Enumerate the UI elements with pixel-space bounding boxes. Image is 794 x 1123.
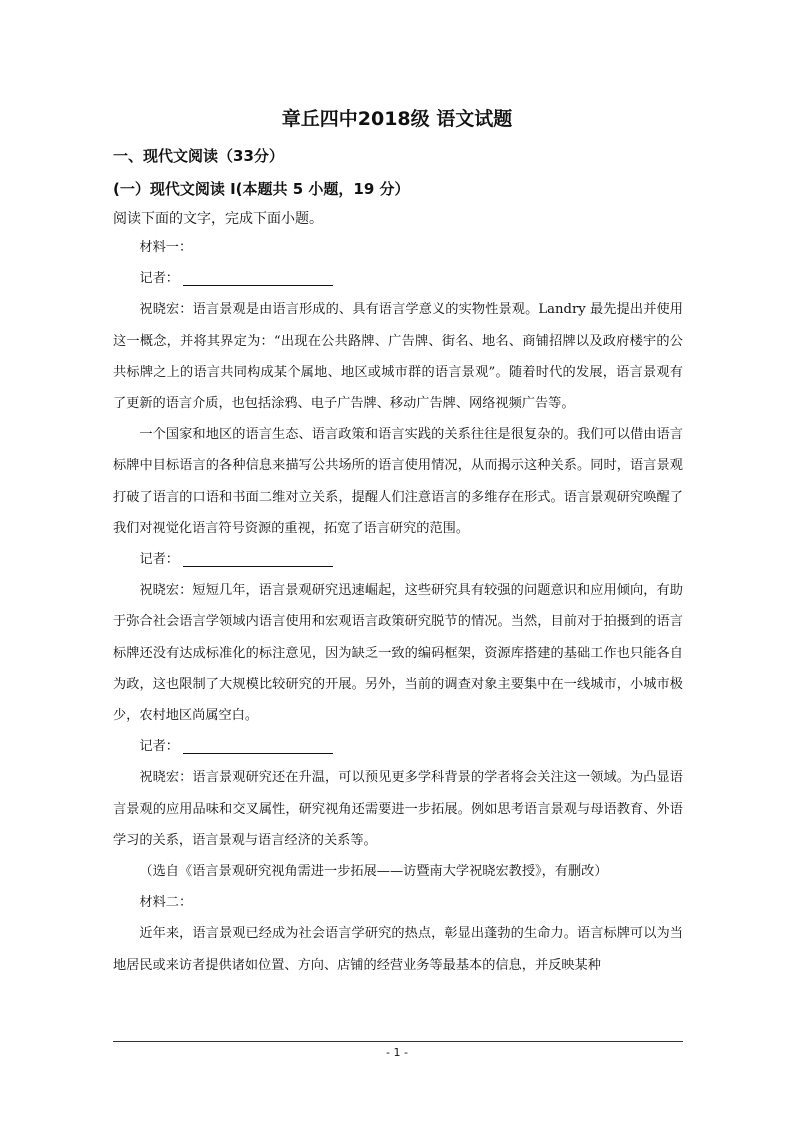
instruction-text: 阅读下面的文字，完成下面小题。 — [113, 211, 323, 227]
page-title: 章丘四中2018级 语文试题 — [281, 108, 513, 130]
answer-blank[interactable] — [183, 737, 333, 754]
footer-divider — [113, 1041, 683, 1042]
section-heading: 一、现代文阅读（33分） — [113, 147, 284, 165]
material-two-label: 材料二： — [139, 895, 193, 911]
source-citation: （选自《语言景观研究视角需进一步拓展——访暨南大学祝晓宏教授》，有删改） — [139, 864, 608, 880]
reporter-label: 记者： — [139, 552, 179, 568]
page-number: - 1 - — [386, 1046, 408, 1059]
reporter-line — [113, 731, 683, 762]
answer-blank[interactable] — [183, 550, 333, 567]
paragraph: 祝晓宏：语言景观研究还在升温，可以预见更多学科背景的学者将会关注这一领域。为凸显语言景观的应用品味和交叉属性，研究视角还需要进一步拓展。例如思考语言景观与母语教育、外语学习的关系，语言景观与语言经济的关系等。 — [113, 770, 683, 848]
paragraph: 一个国家和地区的语言生态、语言政策和语言实践的关系往往是很复杂的。我们可以借由语言标牌中目标语言的各种信息来描写公共场所的语言使用情况，从而揭示这种关系。同时，语言景观打破了语言的口语和书面二维对立关系，提醒人们注意语言的多维存在形式。语言景观研究唤醒了我们对视觉化语言符号资源的重视，拓宽了语言研究的范围。 — [113, 427, 683, 536]
reporter-line — [113, 544, 683, 575]
reporter-line — [113, 263, 683, 294]
paragraph: 近年来，语言景观已经成为社会语言学研究的热点，彰显出蓬勃的生命力。语言标牌可以为当地居民或来访者提供诸如位置、方向、店铺的经营业务等最基本的信息，并反映某种 — [113, 926, 683, 973]
paragraph: 祝晓宏：语言景观是由语言形成的、具有语言学意义的实物性景观。Landry 最先提出并使用这一概念，并将其界定为：“出现在公共路牌、广告牌、街名、地名、商铺招牌以及政府楼宇的公共标牌之上的语言共同构成某个属地、地区或城市群的语言景观”。随着时代的发展，语言景观有了更新的语言介质，也包括涂鸦、电子广告牌、移动广告牌、网络视频广告等。 — [113, 302, 683, 412]
reading-passage — [113, 232, 683, 981]
paragraph: 祝晓宏：短短几年，语言景观研究迅速崛起，这些研究具有较强的问题意识和应用倾向，有助于弥合社会语言学领域内语言使用和宏观语言政策研究脱节的情况。当然，目前对于拍摄到的语言标牌还没有达成标准化的标注意见，因为缺乏一致的编码框架，资源库搭建的基础工作也只能各自为政，这也限制了大规模比较研究的开展。另外，当前的调查对象主要集中在一线城市，小城市极少，农村地区尚属空白。 — [113, 583, 683, 724]
answer-blank[interactable] — [183, 269, 333, 286]
reporter-label: 记者： — [139, 271, 179, 287]
reporter-label: 记者： — [139, 739, 179, 755]
material-one-label: 材料一： — [139, 240, 193, 255]
subsection-heading: (一）现代文阅读 I(本题共 5 小题，19 分） — [113, 180, 410, 198]
